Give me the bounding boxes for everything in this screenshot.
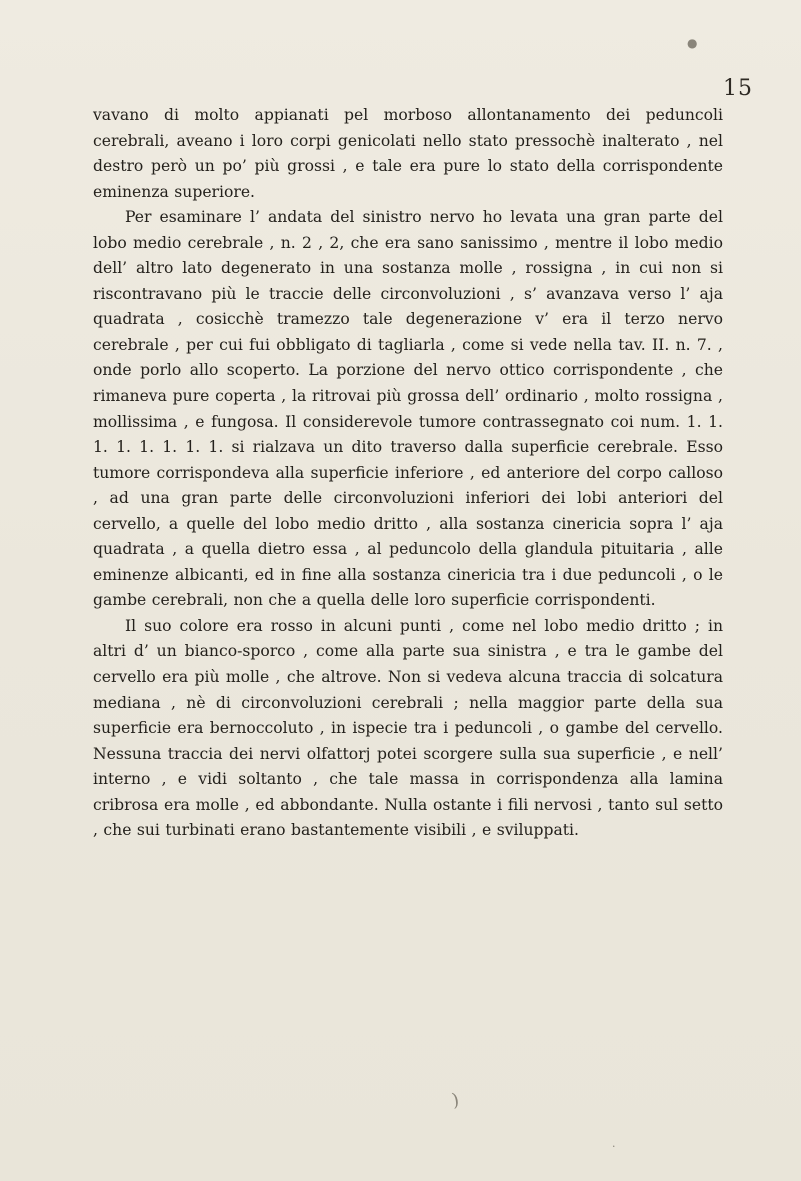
- paragraph-1: vavano di molto appianati pel morboso allontanamento dei peduncoli cerebrali, aveano i loro corpi genicolati nello stato pressochè inalterato , nel destro però un po’ più grossi , e tale era pure lo stato della corrispondente eminenza superiore.: [93, 106, 723, 201]
- stray-pen-mark: ): [450, 1089, 461, 1112]
- page-number: 15: [723, 76, 753, 101]
- stray-mark-top: ●: [687, 36, 698, 50]
- paragraph-3: Il suo colore era rosso in alcuni punti , come nel lobo medio dritto ; in altri d’ un bianco-sporco , come alla parte sua sinistra , e tra le gambe del cervello era più molle , che altrove. Non si vedeva alcuna traccia di solcatura mediana , nè di circonvoluzioni cerebrali ; nella maggior parte della sua superficie era bernoccoluto , in ispecie tra i peduncoli , o gambe del cervello. Nessuna traccia dei nervi olfattorj potei scorgere sulla sua superficie , e nell’ interno , e vidi soltanto , che tale massa in corrispondenza alla lamina cribrosa era molle , ed abbondante. Nulla ostante i fili nervosi , tanto sul setto , che sui turbinati erano bastantemente visibili , e sviluppati.: [93, 616, 723, 840]
- body-text: [93, 103, 723, 844]
- stray-mark-bottom: ·: [612, 1140, 616, 1153]
- paragraph-2: Per esaminare l’ andata del sinistro nervo ho levata una gran parte del lobo medio cerebrale , n. 2 , 2, che era sano sanissimo , mentre il lobo medio dell’ altro lato degenerato in una sostanza molle , rossigna , in cui non si riscontravano più le traccie delle circonvoluzioni , s’ avanzava verso l’ aja quadrata , cosicchè tramezzo tale degenerazione v’ era il terzo nervo cerebrale , per cui fui obbligato di tagliarla , come si vede nella tav. II. n. 7. , onde porlo allo scoperto. La porzione del nervo ottico corrispondente , che rimaneva pure coperta , la ritrovai più grossa dell’ ordinario , molto rossigna , mollissima , e fungosa. Il considerevole tumore contrassegnato coi num. 1. 1. 1. 1. 1. 1. 1. 1. si rialzava un dito traverso dalla superficie cerebrale. Esso tumore corrispondeva alla superficie inferiore , ed anteriore del corpo calloso , ad una gran parte delle circonvoluzioni inferiori dei lobi anteriori del cervello, a quelle del lobo medio dritto , alla sostanza cinericia sopra l’ aja quadrata , a quella dietro essa , al peduncolo della glandula pituitaria , alle eminenze albicanti, ed in fine alla sostanza cinericia tra i due peduncoli , o le gambe cerebrali, non che a quella delle loro superficie corrispondenti.: [93, 208, 723, 610]
